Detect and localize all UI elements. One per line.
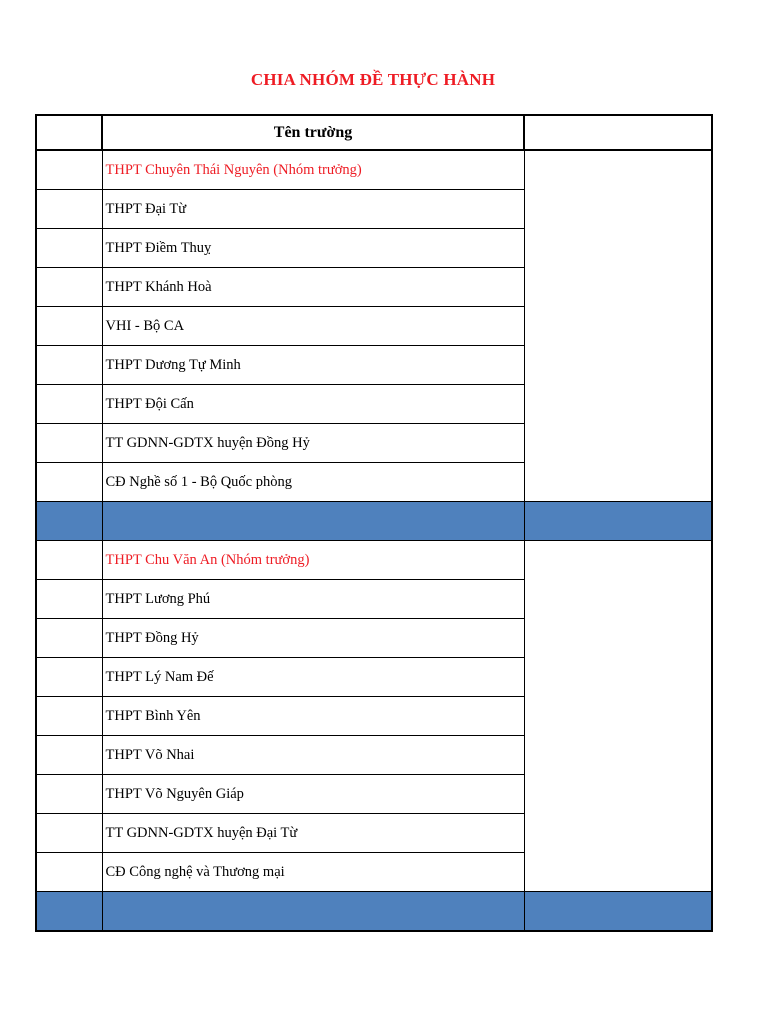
school-name-cell[interactable]: VHI - Bộ CA [102,307,524,346]
school-name-cell[interactable]: THPT Đồng Hỷ [102,619,524,658]
index-cell[interactable] [36,736,102,775]
school-name-cell[interactable]: CĐ Công nghệ và Thương mại [102,853,524,892]
index-cell[interactable] [36,229,102,268]
school-name-cell-leader[interactable]: THPT Chu Văn An (Nhóm trưởng) [102,541,524,580]
index-cell[interactable] [36,580,102,619]
index-cell[interactable] [36,541,102,580]
school-name-cell[interactable]: THPT Bình Yên [102,697,524,736]
school-name-cell[interactable]: THPT Lý Nam Đế [102,658,524,697]
index-cell[interactable] [36,853,102,892]
school-name-cell[interactable]: TT GDNN-GDTX huyện Đồng Hỷ [102,424,524,463]
school-name-cell[interactable]: CĐ Nghề số 1 - Bộ Quốc phòng [102,463,524,502]
index-cell[interactable] [36,424,102,463]
index-cell[interactable] [36,150,102,190]
group-merged-cell[interactable] [524,150,712,502]
group-separator-row [36,892,712,932]
index-cell[interactable] [36,346,102,385]
table-row [36,541,712,580]
separator-cell[interactable] [102,892,524,932]
separator-cell[interactable] [102,502,524,541]
page-title: CHIA NHÓM ĐỀ THỰC HÀNH [250,70,496,89]
school-name-cell[interactable]: THPT Khánh Hoà [102,268,524,307]
index-cell[interactable] [36,658,102,697]
group-separator-row [36,502,712,541]
school-name-cell[interactable]: THPT Đại Từ [102,190,524,229]
group-merged-cell[interactable] [524,541,712,892]
school-name-cell[interactable]: THPT Võ Nguyên Giáp [102,775,524,814]
index-cell[interactable] [36,268,102,307]
school-name-cell[interactable]: THPT Võ Nhai [102,736,524,775]
school-name-cell[interactable]: TT GDNN-GDTX huyện Đại Từ [102,814,524,853]
index-cell[interactable] [36,814,102,853]
school-name-cell[interactable]: THPT Dương Tự Minh [102,346,524,385]
school-name-cell[interactable]: THPT Đội Cấn [102,385,524,424]
index-cell[interactable] [36,619,102,658]
separator-cell[interactable] [36,502,102,541]
separator-cell[interactable] [36,892,102,932]
school-name-cell-leader[interactable]: THPT Chuyên Thái Nguyên (Nhóm trưởng) [102,150,524,190]
header-cell-index[interactable] [36,115,102,150]
index-cell[interactable] [36,385,102,424]
school-name-cell[interactable]: THPT Lương Phú [102,580,524,619]
index-cell[interactable] [36,697,102,736]
school-group-table [35,114,713,932]
separator-cell[interactable] [524,892,712,932]
header-cell-group[interactable] [524,115,712,150]
school-name-cell[interactable]: THPT Điềm Thuỵ [102,229,524,268]
separator-cell[interactable] [524,502,712,541]
table-row [36,150,712,190]
header-cell-school-name[interactable]: Tên trường [102,115,524,150]
index-cell[interactable] [36,775,102,814]
index-cell[interactable] [36,307,102,346]
index-cell[interactable] [36,463,102,502]
index-cell[interactable] [36,190,102,229]
table-header-row [36,115,712,150]
